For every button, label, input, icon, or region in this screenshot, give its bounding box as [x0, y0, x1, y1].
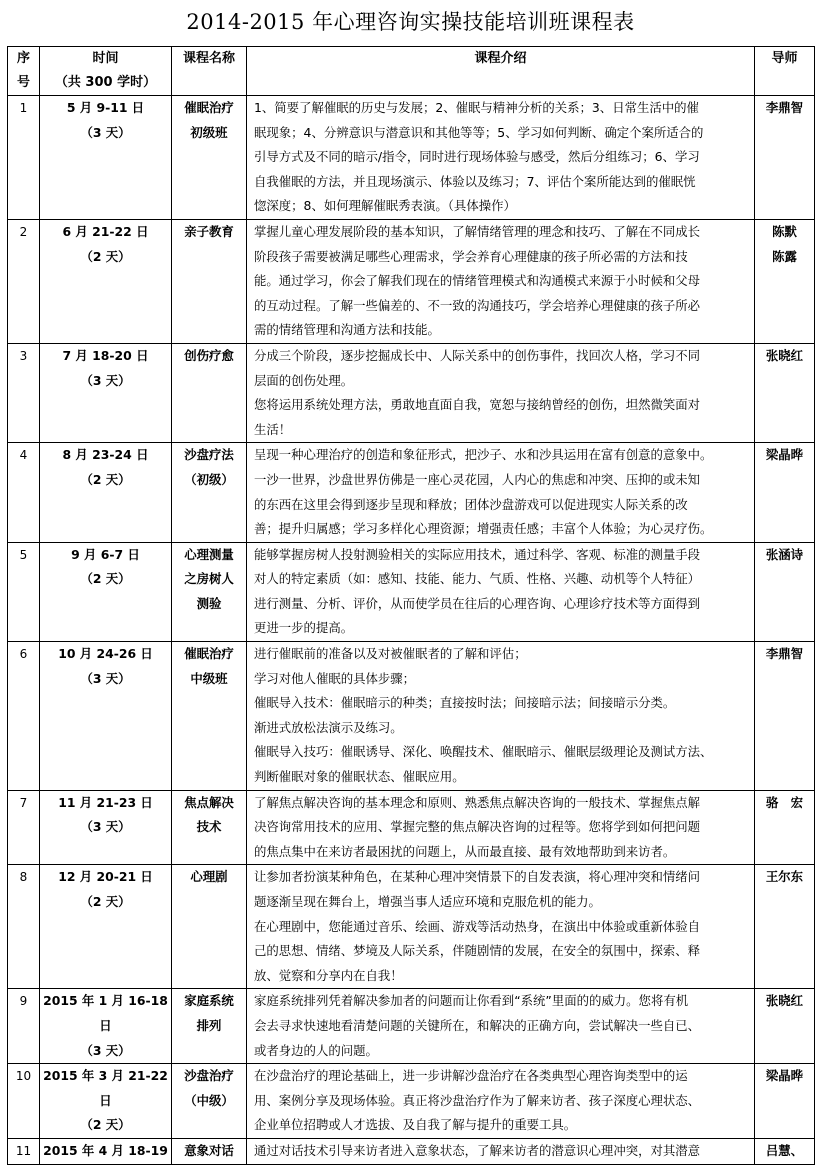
course-name-line: 沙盘治疗	[184, 1068, 234, 1084]
course-description-line: 能。通过学习，你会了解我们现在的情绪管理模式和沟通模式来源于小时候和父母	[254, 273, 701, 289]
course-time-line: 日	[99, 1017, 112, 1033]
course-description-line: 己的思想、情绪、梦境及人际关系，伴随剧情的发展，在安全的氛围中，探索、释	[254, 943, 701, 959]
course-description-line: 掌握儿童心理发展阶段的基本知识，了解情绪管理的理念和技巧、了解在不同成长	[254, 223, 701, 239]
course-teacher	[755, 542, 815, 641]
course-teacher-line: 张晓红	[765, 347, 804, 363]
course-teacher-line: 陈露	[772, 248, 797, 264]
course-description-line: 分成三个阶段，逐步挖掘成长中、人际关系中的创伤事件，找回次人格，学习不同	[254, 347, 701, 363]
row-number: 10	[8, 1064, 40, 1139]
course-teacher	[755, 989, 815, 1064]
course-description-line: 企业单位招聘或人才选拔、及自我了解与提升的重要工具。	[254, 1117, 577, 1133]
course-description-line: 会去寻求快速地看清楚问题的关键所在，和解决的正确方向，尝试解决一些自已、	[254, 1017, 701, 1033]
course-description-line: 一沙一世界，沙盘世界仿佛是一座心灵花园，人内心的焦虑和冲突、压抑的或未知	[254, 471, 701, 487]
course-teacher	[755, 642, 815, 791]
table-row	[8, 219, 815, 343]
course-teacher-line: 骆 宏	[765, 794, 804, 810]
course-time-line: 12 月 20-21 日	[58, 869, 153, 885]
course-time-line: 10 月 24-26 日	[58, 646, 153, 662]
row-number: 1	[8, 96, 40, 220]
course-description	[247, 443, 755, 542]
course-description	[247, 542, 755, 641]
table-row	[8, 96, 815, 220]
course-time-line: （3 天）	[80, 670, 131, 686]
header-number	[8, 47, 40, 96]
course-time	[40, 542, 172, 641]
table-row	[8, 989, 815, 1064]
table-row	[8, 1138, 815, 1164]
course-description	[247, 343, 755, 442]
course-time-line: 7 月 18-20 日	[62, 347, 149, 363]
course-name-line: 测验	[196, 595, 222, 611]
course-name-line: 沙盘疗法	[184, 447, 234, 463]
course-time-line: （2 天）	[80, 248, 131, 264]
header-number-line: 序	[16, 51, 30, 66]
course-time-line: 2015 年 1 月 16-18	[43, 993, 168, 1009]
course-name	[172, 865, 247, 989]
header-course-name: 课程名称	[172, 47, 247, 96]
course-name-line: 中级班	[190, 670, 228, 686]
course-time-line: （3 天）	[80, 1042, 131, 1058]
course-teacher-line: 梁晶晔	[765, 447, 804, 463]
header-teacher: 导师	[755, 47, 815, 96]
row-number: 5	[8, 542, 40, 641]
course-name-line: 意象对话	[184, 1142, 234, 1158]
course-description-line: 的焦点集中在来访者最困扰的问题上，从而最直接、最有效地帮助到来访者。	[254, 843, 676, 859]
course-description	[247, 989, 755, 1064]
course-description-line: 决咨询常用技术的应用、掌握完整的焦点解决咨询的过程等。您将学到如何把问题	[254, 819, 701, 835]
course-time-line: （2 天）	[80, 894, 131, 909]
course-teacher	[755, 96, 815, 220]
row-number: 9	[8, 989, 40, 1064]
course-name-line: 技术	[196, 819, 222, 835]
course-description-line: 阶段孩子需要被满足哪些心理需求，学会养育心理健康的孩子所必需的方法和技	[254, 248, 688, 264]
course-teacher-line: 张涵诗	[765, 546, 804, 562]
row-number: 11	[8, 1138, 40, 1164]
course-name	[172, 790, 247, 865]
table-row	[8, 790, 815, 865]
table-row	[8, 865, 815, 989]
page-title: 2014-2015 年心理咨询实操技能培训班课程表	[186, 10, 635, 34]
course-time	[40, 443, 172, 542]
course-time-line: 日	[99, 1092, 112, 1108]
row-number: 4	[8, 443, 40, 542]
course-time	[40, 989, 172, 1064]
course-description-line: 用、案例分享及现场体验。真正将沙盘治疗作为了解来访者、孩子深度心理状态、	[254, 1092, 701, 1108]
course-time-line: （2 天）	[80, 1117, 131, 1133]
course-description-line: 家庭系统排列凭着解决参加者的问题而让你看到“系统”里面的的威力。您将有机	[254, 993, 689, 1009]
course-name	[172, 989, 247, 1064]
course-name	[172, 542, 247, 641]
course-name-line: 排列	[196, 1017, 222, 1033]
course-teacher-line: 李鼎智	[765, 100, 804, 115]
course-description-line: 更进一步的提高。	[254, 620, 354, 636]
course-description-line: 的互动过程。了解一些偏差的、不一致的沟通技巧，学会培养心理健康的孩子所必	[254, 297, 701, 313]
course-description-line: 进行测量、分析、评价，从而使学员在往后的心理咨询、心理诊疗技术等方面得到	[254, 595, 701, 611]
course-name-line: 催眠治疗	[184, 100, 234, 115]
course-time-line: （2 天）	[80, 471, 131, 487]
course-name	[172, 96, 247, 220]
course-name-line: 催眠治疗	[184, 646, 234, 662]
course-time-line: 6 月 21-22 日	[62, 223, 149, 239]
course-name	[172, 642, 247, 791]
course-teacher-line: 王尔东	[765, 869, 804, 885]
course-time-line: 5 月 9-11 日	[66, 100, 145, 115]
table-row	[8, 642, 815, 791]
row-number: 8	[8, 865, 40, 989]
course-time	[40, 343, 172, 442]
course-time	[40, 96, 172, 220]
course-description-line: 渐进式放松法演示及练习。	[254, 719, 403, 735]
course-time	[40, 642, 172, 791]
header-course-intro: 课程介绍	[247, 47, 755, 96]
course-description-line: 让参加者扮演某种角色，在某种心理冲突情景下的自发表演，将心理冲突和情绪问	[254, 869, 701, 885]
table-row	[8, 443, 815, 542]
course-description-line: 题逐渐呈现在舞台上，增强当事人适应环境和克服危机的能力。	[254, 894, 601, 909]
course-name-line: 之房树人	[184, 571, 234, 587]
course-time-line: 8 月 23-24 日	[62, 447, 149, 463]
course-description-line: 惚深度；8、如何理解催眠秀表演。（具体操作）	[254, 198, 516, 214]
course-time-line: （3 天）	[80, 819, 131, 835]
course-name-line: 创伤疗愈	[184, 347, 234, 363]
course-name	[172, 343, 247, 442]
course-description-line: 生活！	[254, 421, 292, 437]
course-description-line: 层面的创伤处理。	[254, 372, 354, 388]
course-teacher-line: 吕慧、	[765, 1142, 804, 1158]
header-time-line: 时间	[92, 51, 119, 66]
course-time	[40, 865, 172, 989]
course-time-line: 11 月 21-23 日	[58, 794, 153, 810]
course-description-line: 了解焦点解决咨询的基本理念和原则、熟悉焦点解决咨询的一般技术、掌握焦点解	[254, 794, 701, 810]
course-teacher	[755, 443, 815, 542]
table-row	[8, 343, 815, 442]
course-teacher	[755, 1138, 815, 1164]
course-teacher-line: 李鼎智	[765, 646, 804, 662]
course-teacher	[755, 219, 815, 343]
row-number: 3	[8, 343, 40, 442]
course-description-line: 对人的特定素质（如：感知、技能、能力、气质、性格、兴趣、动机等个人特征）	[254, 571, 701, 587]
course-description-line: 在沙盘治疗的理论基础上，进一步讲解沙盘治疗在各类典型心理咨询类型中的运	[254, 1068, 688, 1084]
course-description-line: 呈现一种心理治疗的创造和象征形式，把沙子、水和沙具运用在富有创意的意象中。	[254, 447, 713, 463]
table-header-row	[8, 47, 815, 96]
course-name-line: 亲子教育	[184, 223, 234, 239]
course-description-line: 引导方式及不同的暗示/指令，同时进行现场体验与感受，然后分组练习；6、学习	[254, 149, 700, 165]
course-description	[247, 642, 755, 791]
header-time	[40, 47, 172, 96]
course-name	[172, 1064, 247, 1139]
course-name	[172, 443, 247, 542]
course-teacher-line: 陈默	[772, 223, 797, 239]
course-time-line: 2015 年 4 月 18-19	[43, 1142, 168, 1158]
course-description-line: 在心理剧中，您能通过音乐、绘画、游戏等活动热身，在演出中体验或重新体验自	[254, 918, 701, 934]
course-teacher-line: 张晓红	[765, 993, 804, 1009]
course-name-line: 心理剧	[190, 869, 228, 885]
header-time-line: （共 300 学时）	[54, 75, 157, 90]
course-teacher	[755, 1064, 815, 1139]
course-description-line: 的东西在这里会得到逐步呈现和释放；团体沙盘游戏可以促进现实人际关系的改	[254, 496, 688, 512]
table-row	[8, 542, 815, 641]
course-description	[247, 219, 755, 343]
row-number: 2	[8, 219, 40, 343]
course-time-line: （3 天）	[80, 124, 131, 140]
course-description-line: 判断催眠对象的催眠状态、催眠应用。	[254, 769, 465, 785]
course-description	[247, 96, 755, 220]
table-row	[8, 1064, 815, 1139]
course-description	[247, 790, 755, 865]
course-time-line: 9 月 6-7 日	[71, 546, 140, 562]
course-time-line: （2 天）	[80, 571, 131, 587]
course-time	[40, 1138, 172, 1164]
course-description-line: 能够掌握房树人投射测验相关的实际应用技术，通过科学、客观、标准的测量手段	[254, 546, 701, 562]
course-name-line: （中级）	[184, 1092, 234, 1108]
course-time-line: 2015 年 3 月 21-22	[43, 1068, 168, 1084]
course-description-line: 放、觉察和分享内在自我！	[254, 967, 403, 983]
course-name-line: 家庭系统	[184, 993, 234, 1009]
course-description-line: 或者身边的人的问题。	[254, 1042, 378, 1058]
course-teacher	[755, 343, 815, 442]
course-description-line: 进行催眠前的准备以及对被催眠者的了解和评估；	[254, 646, 527, 662]
course-description-line: 学习对他人催眠的具体步骤；	[254, 670, 416, 686]
course-name	[172, 1138, 247, 1164]
row-number: 7	[8, 790, 40, 865]
course-description-line: 眠现象；4、分辨意识与潜意识和其他等等；5、学习如何判断、确定个案所适合的	[254, 124, 704, 140]
course-description	[247, 1064, 755, 1139]
course-name	[172, 219, 247, 343]
course-name-line: 初级班	[190, 124, 228, 140]
header-number-line: 号	[16, 75, 30, 90]
course-description-line: 通过对话技术引导来访者进入意象状态，了解来访者的潜意识心理冲突，对其潜意	[254, 1142, 701, 1158]
course-description-line: 需的情绪管理和沟通方法和技能。	[254, 322, 440, 338]
course-description-line: 善；提升归属感；学习多样化心理资源；增强责任感；丰富个人体验；为心灵疗伤。	[254, 521, 713, 537]
course-time	[40, 219, 172, 343]
course-teacher	[755, 865, 815, 989]
course-description-line: 您将运用系统处理方法，勇敢地直面自我，宽恕与接纳曾经的创伤，坦然微笑面对	[254, 397, 701, 413]
course-description	[247, 865, 755, 989]
course-name-line: 心理测量	[184, 546, 234, 562]
course-name-line: 焦点解决	[184, 794, 234, 810]
course-time	[40, 790, 172, 865]
row-number: 6	[8, 642, 40, 791]
course-description-line: 催眠导入技巧：催眠诱导、深化、唤醒技术、催眠暗示、催眠层级理论及测试方法、	[254, 744, 713, 760]
course-teacher	[755, 790, 815, 865]
course-description-line: 催眠导入技术：催眠暗示的种类；直接按时法；间接暗示法；间接暗示分类。	[254, 695, 676, 711]
course-time-line: （3 天）	[80, 372, 131, 388]
course-teacher-line: 梁晶晔	[765, 1068, 804, 1084]
course-description	[247, 1138, 755, 1164]
course-schedule-table	[7, 46, 815, 1165]
course-time	[40, 1064, 172, 1139]
course-description-line: 自我催眠的方法，并且现场演示、体验以及练习；7、评估个案所能达到的催眠恍	[254, 173, 696, 189]
course-description-line: 1、简要了解催眠的历史与发展；2、催眠与精神分析的关系；3、日常生活中的催	[254, 100, 699, 115]
course-name-line: （初级）	[184, 471, 234, 487]
